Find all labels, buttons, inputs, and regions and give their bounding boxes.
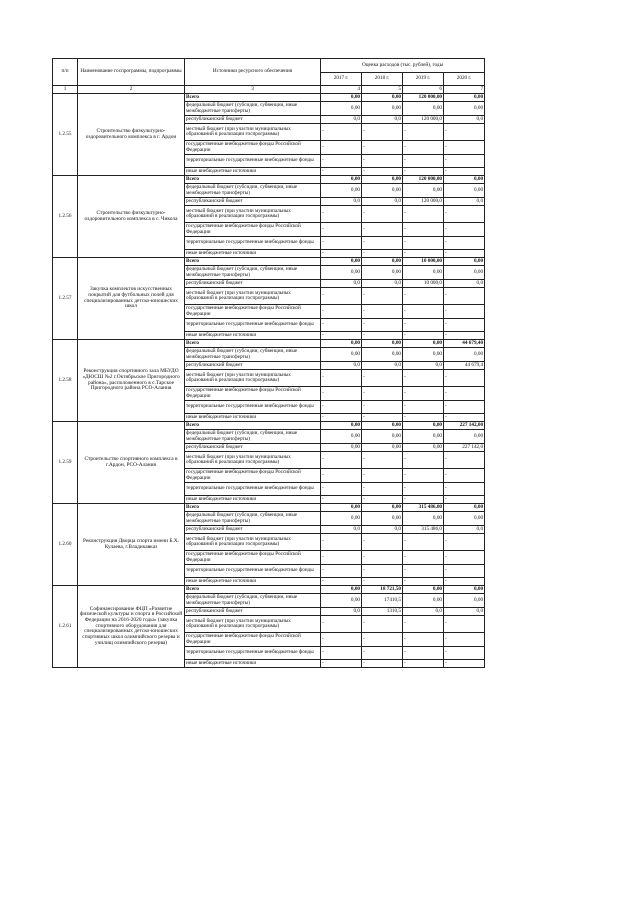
value-cell: - <box>362 319 403 332</box>
value-cell: - <box>362 401 403 414</box>
value-cell: 0,00 <box>321 348 362 362</box>
source-label: республиканский бюджет <box>185 198 321 206</box>
value-cell: - <box>444 332 485 340</box>
value-cell: - <box>444 206 485 223</box>
value-cell: 0,00 <box>362 266 403 280</box>
source-label: федеральный бюджет (субсидии, субвенции, иные межбюджетные трансферты) <box>185 348 321 362</box>
value-cell: - <box>403 534 444 551</box>
source-label: государственные внебюджетные фонды Российской Федерации <box>185 223 321 237</box>
table-row <box>53 586 485 594</box>
value-cell: - <box>362 452 403 469</box>
table-row <box>53 176 485 184</box>
value-cell: 10 000,0 <box>403 280 444 288</box>
value-cell: 0,0 <box>321 608 362 616</box>
value-cell: 0,00 <box>403 184 444 198</box>
section-name: Строительство физкультурно-оздоровительного комплекса в г. Ардон <box>78 94 185 176</box>
col-number: 3 <box>185 86 321 94</box>
value-cell: - <box>362 288 403 305</box>
value-cell: 0,00 <box>403 422 444 430</box>
value-cell: 0,00 <box>403 594 444 608</box>
value-cell: - <box>362 206 403 223</box>
section-number: 1.2.60 <box>53 504 78 586</box>
value-cell: 0,00 <box>403 348 444 362</box>
header-year: 2019 г. <box>403 73 444 86</box>
resource-table <box>52 58 485 668</box>
value-cell: - <box>362 483 403 496</box>
value-cell: 0,00 <box>362 512 403 526</box>
source-label: государственные внебюджетные фонды Российской Федерации <box>185 141 321 155</box>
source-label: местный бюджет (при участии муниципальных образований в реализации госпрограммы) <box>185 370 321 387</box>
source-label: иные внебюджетные источники <box>185 414 321 422</box>
value-cell: 0,0 <box>321 280 362 288</box>
value-cell: 315 486,0 <box>403 526 444 534</box>
value-cell: - <box>321 551 362 565</box>
source-label: Всего <box>185 258 321 266</box>
source-label: государственные внебюджетные фонды Российской Федерации <box>185 305 321 319</box>
table-row <box>53 94 485 102</box>
value-cell: - <box>362 616 403 633</box>
source-label: Всего <box>185 586 321 594</box>
value-cell: 0,00 <box>362 184 403 198</box>
value-cell: 0,00 <box>362 444 403 452</box>
value-cell: - <box>403 483 444 496</box>
value-cell: 0,00 <box>362 348 403 362</box>
value-cell: - <box>444 469 485 483</box>
value-cell: - <box>362 141 403 155</box>
value-cell: 0,00 <box>403 444 444 452</box>
table-row <box>53 258 485 266</box>
value-cell: - <box>362 332 403 340</box>
table-row <box>53 504 485 512</box>
value-cell: 0,0 <box>444 526 485 534</box>
value-cell: 0,00 <box>321 184 362 198</box>
value-cell: - <box>444 452 485 469</box>
value-cell: - <box>444 660 485 668</box>
value-cell: 0,00 <box>444 184 485 198</box>
value-cell: - <box>403 168 444 176</box>
table-row <box>53 422 485 430</box>
value-cell: 10 000,00 <box>403 258 444 266</box>
value-cell: 0,00 <box>362 504 403 512</box>
value-cell: 0,00 <box>321 504 362 512</box>
value-cell: 0,00 <box>444 176 485 184</box>
value-cell: 0,00 <box>444 586 485 594</box>
value-cell: - <box>321 578 362 586</box>
value-cell: - <box>362 565 403 578</box>
value-cell: 0,00 <box>362 94 403 102</box>
value-cell: - <box>362 237 403 250</box>
header-estimate: Оценка расходов (тыс. рублей), годы <box>321 59 485 73</box>
source-label: федеральный бюджет (субсидии, субвенции, иные межбюджетные трансферты) <box>185 266 321 280</box>
value-cell: - <box>403 223 444 237</box>
value-cell: - <box>362 387 403 401</box>
value-cell: - <box>321 469 362 483</box>
value-cell: - <box>362 578 403 586</box>
value-cell: - <box>403 414 444 422</box>
value-cell: - <box>403 141 444 155</box>
source-label: иные внебюджетные источники <box>185 168 321 176</box>
value-cell: 0,00 <box>444 94 485 102</box>
value-cell: - <box>321 387 362 401</box>
source-label: Всего <box>185 422 321 430</box>
value-cell: 0,0 <box>321 526 362 534</box>
value-cell: - <box>321 616 362 633</box>
source-label: территориальные государственные внебюджетные фонды <box>185 483 321 496</box>
header-year: 2018 г. <box>362 73 403 86</box>
value-cell: 0,0 <box>362 198 403 206</box>
value-cell: - <box>321 223 362 237</box>
value-cell: - <box>444 565 485 578</box>
source-label: государственные внебюджетные фонды Российской Федерации <box>185 387 321 401</box>
value-cell: - <box>403 237 444 250</box>
value-cell: - <box>321 452 362 469</box>
value-cell: - <box>403 633 444 647</box>
value-cell: - <box>362 124 403 141</box>
value-cell: 0,00 <box>403 430 444 444</box>
value-cell: - <box>321 633 362 647</box>
value-cell: 0,00 <box>362 258 403 266</box>
value-cell: 0,00 <box>403 586 444 594</box>
value-cell: 0,0 <box>403 362 444 370</box>
value-cell: - <box>403 647 444 660</box>
value-cell: - <box>403 452 444 469</box>
value-cell: - <box>444 578 485 586</box>
value-cell: 120 000,0 <box>403 198 444 206</box>
value-cell: 0,00 <box>362 422 403 430</box>
value-cell: 0,00 <box>403 266 444 280</box>
source-label: государственные внебюджетные фонды Российской Федерации <box>185 551 321 565</box>
source-label: местный бюджет (при участии муниципальных образований в реализации госпрограммы) <box>185 616 321 633</box>
section-number: 1.2.58 <box>53 340 78 422</box>
value-cell: - <box>444 223 485 237</box>
value-cell: 120 000,00 <box>403 94 444 102</box>
value-cell: - <box>362 633 403 647</box>
value-cell: - <box>403 332 444 340</box>
value-cell: - <box>321 401 362 414</box>
table-row <box>53 340 485 348</box>
value-cell: - <box>444 319 485 332</box>
value-cell: 0,00 <box>321 444 362 452</box>
value-cell: - <box>403 660 444 668</box>
value-cell: - <box>403 616 444 633</box>
value-cell: - <box>362 551 403 565</box>
value-cell: - <box>321 414 362 422</box>
value-cell: 0,00 <box>444 258 485 266</box>
value-cell: - <box>362 250 403 258</box>
value-cell: - <box>403 387 444 401</box>
value-cell: 0,00 <box>362 430 403 444</box>
value-cell: - <box>362 168 403 176</box>
source-label: территориальные государственные внебюджетные фонды <box>185 565 321 578</box>
value-cell: - <box>403 370 444 387</box>
value-cell: 0,00 <box>444 348 485 362</box>
source-label: иные внебюджетные источники <box>185 660 321 668</box>
value-cell: - <box>403 288 444 305</box>
value-cell: 17410,5 <box>362 594 403 608</box>
source-label: местный бюджет (при участии муниципальных образований в реализации госпрограммы) <box>185 288 321 305</box>
value-cell: 44 679,4 <box>444 362 485 370</box>
value-cell: 120 000,0 <box>403 116 444 124</box>
col-number: 2 <box>78 86 185 94</box>
value-cell: 18 721,50 <box>362 586 403 594</box>
value-cell: - <box>321 288 362 305</box>
value-cell: 0,00 <box>321 266 362 280</box>
source-label: государственные внебюджетные фонды Российской Федерации <box>185 633 321 647</box>
source-label: территориальные государственные внебюджетные фонды <box>185 155 321 168</box>
value-cell: - <box>321 483 362 496</box>
source-label: территориальные государственные внебюджетные фонды <box>185 319 321 332</box>
value-cell: 0,00 <box>321 94 362 102</box>
value-cell: 0,00 <box>362 176 403 184</box>
value-cell: 0,0 <box>362 526 403 534</box>
section-name: Закупка комплектов искусственных покрытий для футбольных полей для специализированных детско-юношеских школ <box>78 258 185 340</box>
source-label: республиканский бюджет <box>185 608 321 616</box>
value-cell: - <box>321 237 362 250</box>
col-number: 1 <box>53 86 78 94</box>
source-label: местный бюджет (при участии муниципальных образований в реализации госпрограммы) <box>185 206 321 223</box>
header-source: Источники ресурсного обеспечения <box>185 59 321 86</box>
value-cell: - <box>362 305 403 319</box>
value-cell: - <box>444 483 485 496</box>
source-label: местный бюджет (при участии муниципальных образований в реализации госпрограммы) <box>185 534 321 551</box>
value-cell: - <box>403 469 444 483</box>
value-cell: 0,0 <box>321 362 362 370</box>
value-cell: 0,0 <box>362 362 403 370</box>
value-cell: 0,0 <box>444 280 485 288</box>
value-cell: - <box>362 469 403 483</box>
value-cell: - <box>444 168 485 176</box>
value-cell: 0,0 <box>444 116 485 124</box>
section-number: 1.2.59 <box>53 422 78 504</box>
value-cell: 0,00 <box>362 340 403 348</box>
value-cell: 0,00 <box>444 512 485 526</box>
value-cell: 0,00 <box>321 176 362 184</box>
source-label: федеральный бюджет (субсидии, субвенции, иные межбюджетные трансферты) <box>185 184 321 198</box>
source-label: Всего <box>185 176 321 184</box>
source-label: федеральный бюджет (субсидии, субвенции, иные межбюджетные трансферты) <box>185 512 321 526</box>
source-label: Всего <box>185 340 321 348</box>
value-cell: 0,00 <box>321 422 362 430</box>
section-number: 1.2.56 <box>53 176 78 258</box>
source-label: республиканский бюджет <box>185 362 321 370</box>
section-name: Строительство спортивного комплекса в г.Ардон, РСО-Алания <box>78 422 185 504</box>
value-cell: 0,00 <box>321 594 362 608</box>
value-cell: - <box>321 534 362 551</box>
value-cell: 44 679,40 <box>444 340 485 348</box>
value-cell: - <box>321 124 362 141</box>
value-cell: 1310,5 <box>362 608 403 616</box>
value-cell: - <box>403 155 444 168</box>
value-cell: 0,00 <box>444 504 485 512</box>
value-cell: 0,0 <box>362 116 403 124</box>
value-cell: - <box>362 370 403 387</box>
source-label: Всего <box>185 94 321 102</box>
value-cell: - <box>403 551 444 565</box>
value-cell: 0,00 <box>321 512 362 526</box>
value-cell: - <box>321 647 362 660</box>
value-cell: 0,0 <box>444 198 485 206</box>
value-cell: 315 486,00 <box>403 504 444 512</box>
value-cell: 0,00 <box>444 594 485 608</box>
source-label: территориальные государственные внебюджетные фонды <box>185 237 321 250</box>
value-cell: - <box>444 155 485 168</box>
value-cell: 120 000,00 <box>403 176 444 184</box>
value-cell: - <box>362 534 403 551</box>
value-cell: - <box>444 305 485 319</box>
col-number: 7 <box>444 86 485 94</box>
header-year: 2017 г. <box>321 73 362 86</box>
value-cell: - <box>403 496 444 504</box>
value-cell: - <box>403 565 444 578</box>
source-label: республиканский бюджет <box>185 526 321 534</box>
value-cell: 0,00 <box>321 102 362 116</box>
value-cell: - <box>403 206 444 223</box>
value-cell: - <box>321 168 362 176</box>
value-cell: - <box>444 647 485 660</box>
source-label: республиканский бюджет <box>185 280 321 288</box>
value-cell: 0,0 <box>321 198 362 206</box>
source-label: Всего <box>185 504 321 512</box>
section-number: 1.2.57 <box>53 258 78 340</box>
value-cell: - <box>444 633 485 647</box>
source-label: республиканский бюджет <box>185 444 321 452</box>
col-number: 4 <box>321 86 362 94</box>
value-cell: - <box>321 496 362 504</box>
value-cell: - <box>321 206 362 223</box>
value-cell: - <box>321 305 362 319</box>
header-year: 2020 г. <box>444 73 485 86</box>
value-cell: 227 142,0 <box>444 444 485 452</box>
value-cell: - <box>362 660 403 668</box>
source-label: местный бюджет (при участии муниципальных образований в реализации госпрограммы) <box>185 452 321 469</box>
header-name: Наименование госпрограммы, подпрограммы <box>78 59 185 86</box>
value-cell: 0,00 <box>444 430 485 444</box>
value-cell: - <box>321 370 362 387</box>
value-cell: - <box>321 319 362 332</box>
value-cell: - <box>403 124 444 141</box>
source-label: государственные внебюджетные фонды Российской Федерации <box>185 469 321 483</box>
value-cell: - <box>444 551 485 565</box>
col-number: 5 <box>362 86 403 94</box>
value-cell: 0,00 <box>321 258 362 266</box>
value-cell: - <box>403 250 444 258</box>
col-number: 6 <box>403 86 444 94</box>
value-cell: - <box>444 414 485 422</box>
value-cell: 227 142,00 <box>444 422 485 430</box>
value-cell: 0,00 <box>403 512 444 526</box>
value-cell: - <box>321 250 362 258</box>
value-cell: - <box>403 401 444 414</box>
value-cell: - <box>444 141 485 155</box>
value-cell: - <box>321 332 362 340</box>
value-cell: 0,0 <box>403 608 444 616</box>
value-cell: - <box>444 616 485 633</box>
value-cell: - <box>403 305 444 319</box>
value-cell: - <box>444 401 485 414</box>
value-cell: - <box>444 370 485 387</box>
value-cell: - <box>321 660 362 668</box>
value-cell: - <box>362 155 403 168</box>
value-cell: 0,00 <box>403 102 444 116</box>
value-cell: 0,00 <box>321 586 362 594</box>
source-label: местный бюджет (при участии муниципальных образований в реализации госпрограммы) <box>185 124 321 141</box>
value-cell: 0,00 <box>444 266 485 280</box>
value-cell: - <box>444 288 485 305</box>
source-label: федеральный бюджет (субсидии, субвенции, иные межбюджетные трансферты) <box>185 430 321 444</box>
value-cell: - <box>444 387 485 401</box>
value-cell: - <box>444 534 485 551</box>
value-cell: 0,0 <box>362 280 403 288</box>
section-number: 1.2.61 <box>53 586 78 668</box>
source-label: федеральный бюджет (субсидии, субвенции, иные межбюджетные трансферты) <box>185 594 321 608</box>
source-label: иные внебюджетные источники <box>185 578 321 586</box>
header-num: п/п <box>53 59 78 86</box>
value-cell: 0,00 <box>403 340 444 348</box>
value-cell: - <box>362 496 403 504</box>
value-cell: - <box>321 155 362 168</box>
value-cell: 0,0 <box>444 608 485 616</box>
value-cell: - <box>444 237 485 250</box>
section-number: 1.2.55 <box>53 94 78 176</box>
source-label: иные внебюджетные источники <box>185 250 321 258</box>
value-cell: 0,00 <box>321 430 362 444</box>
value-cell: - <box>403 319 444 332</box>
value-cell: 0,00 <box>321 340 362 348</box>
value-cell: - <box>321 141 362 155</box>
value-cell: - <box>403 578 444 586</box>
value-cell: 0,00 <box>362 102 403 116</box>
value-cell: - <box>362 223 403 237</box>
value-cell: - <box>444 250 485 258</box>
value-cell: - <box>362 414 403 422</box>
source-label: республиканский бюджет <box>185 116 321 124</box>
source-label: федеральный бюджет (субсидии, субвенции, иные межбюджетные трансферты) <box>185 102 321 116</box>
source-label: территориальные государственные внебюджетные фонды <box>185 401 321 414</box>
source-label: иные внебюджетные источники <box>185 332 321 340</box>
value-cell: - <box>362 647 403 660</box>
section-name: Софинансирование ФЦП «Развитие физической культуры и спорта в Российской Федерации на 2016-2020 годы» (закупка спортивного оборудования для специализированных детско-юношеских спортивных школ олимпийского резерва и училищ олимпийского резерва) <box>78 586 185 668</box>
section-name: Реконструкция спортивного зала МБУДО «ДЮСШ №2 г.Октябрьское Пригородного района», расположенного в с.Тарское Пригородного района РСО-Алания <box>78 340 185 422</box>
source-label: иные внебюджетные источники <box>185 496 321 504</box>
source-label: территориальные государственные внебюджетные фонды <box>185 647 321 660</box>
value-cell: - <box>444 496 485 504</box>
value-cell: - <box>444 124 485 141</box>
value-cell: 0,00 <box>444 102 485 116</box>
value-cell: 0,0 <box>321 116 362 124</box>
value-cell: - <box>321 565 362 578</box>
section-name: Строительство физкультурно-оздоровительного комплекса в с. Чикола <box>78 176 185 258</box>
section-name: Реконструкция Дворца спорта имени Б.Х. Кулаева, г.Владикавказ <box>78 504 185 586</box>
